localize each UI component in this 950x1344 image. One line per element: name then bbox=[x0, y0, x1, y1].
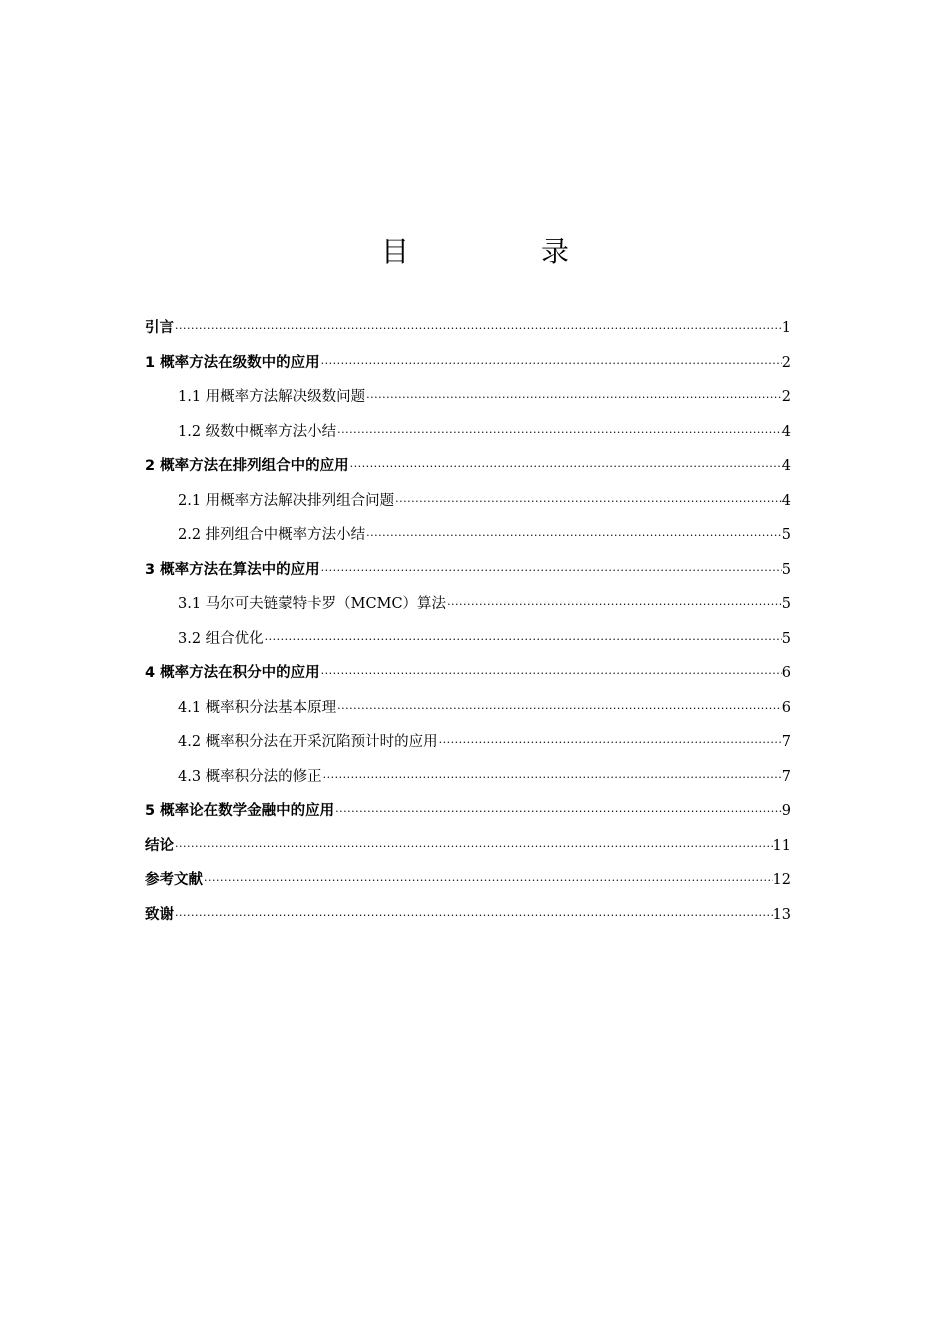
toc-entry bbox=[145, 765, 791, 800]
toc-entry bbox=[145, 834, 791, 869]
toc-entry bbox=[145, 316, 791, 351]
toc-entry bbox=[145, 627, 791, 662]
toc-dot-leader bbox=[320, 559, 782, 583]
toc-entry bbox=[145, 868, 791, 903]
toc-dot-leader bbox=[203, 869, 773, 893]
toc-page-number: 2 bbox=[781, 354, 791, 371]
toc-page-number: 5 bbox=[781, 596, 791, 612]
toc-entry bbox=[145, 799, 791, 834]
toc-page-number: 7 bbox=[781, 734, 791, 750]
toc-entry-label: 1.2 级数中概率方法小结 bbox=[178, 423, 337, 440]
toc-entry-label: 1 概率方法在级数中的应用 bbox=[145, 354, 320, 371]
toc-entry bbox=[145, 385, 791, 420]
toc-entry bbox=[145, 730, 791, 765]
toc-dot-leader bbox=[174, 317, 782, 341]
toc-entry-label: 4.3 概率积分法的修正 bbox=[178, 768, 322, 785]
toc-page-number: 1 bbox=[781, 320, 791, 336]
toc-entry-label: 2 概率方法在排列组合中的应用 bbox=[145, 458, 349, 474]
toc-dot-leader bbox=[394, 490, 782, 514]
toc-page-number: 4 bbox=[781, 458, 791, 474]
toc-page-number: 6 bbox=[781, 699, 791, 716]
toc-entry-label: 3.2 组合优化 bbox=[178, 630, 264, 647]
toc-page-number: 9 bbox=[781, 803, 791, 819]
toc-entry-label: 2.2 排列组合中概率方法小结 bbox=[178, 527, 366, 543]
toc-entry-label: 3.1 马尔可夫链蒙特卡罗（MCMC）算法 bbox=[178, 596, 447, 612]
toc-entry-label: 4.2 概率积分法在开采沉陷预计时的应用 bbox=[178, 734, 438, 750]
toc-page-number: 12 bbox=[772, 872, 791, 888]
toc-page-number: 6 bbox=[781, 665, 791, 681]
table-of-contents bbox=[145, 316, 791, 937]
toc-entry bbox=[145, 558, 791, 593]
toc-dot-leader bbox=[438, 731, 782, 755]
toc-dot-leader bbox=[446, 593, 782, 617]
toc-entry-label: 2.1 用概率方法解决排列组合问题 bbox=[178, 492, 395, 509]
toc-entry bbox=[145, 523, 791, 558]
toc-entry bbox=[145, 351, 791, 386]
toc-entry-label: 1.1 用概率方法解决级数问题 bbox=[178, 389, 366, 405]
toc-entry-label: 结论 bbox=[145, 837, 174, 854]
toc-entry-label: 5 概率论在数学金融中的应用 bbox=[145, 803, 335, 819]
toc-entry-label: 4 概率方法在积分中的应用 bbox=[145, 665, 320, 681]
toc-entry bbox=[145, 661, 791, 696]
toc-entry-label: 参考文献 bbox=[145, 872, 203, 888]
toc-dot-leader bbox=[320, 662, 782, 686]
toc-entry bbox=[145, 454, 791, 489]
toc-dot-leader bbox=[336, 421, 782, 445]
toc-entry-label: 4.1 概率积分法基本原理 bbox=[178, 699, 337, 716]
toc-dot-leader bbox=[365, 386, 782, 410]
toc-page-number: 11 bbox=[772, 837, 791, 854]
toc-dot-leader bbox=[336, 697, 782, 721]
toc-entry bbox=[145, 489, 791, 524]
page-title: 目 录 bbox=[380, 235, 621, 268]
toc-page-number: 5 bbox=[781, 561, 791, 578]
toc-entry bbox=[145, 592, 791, 627]
toc-entry-label: 3 概率方法在算法中的应用 bbox=[145, 561, 320, 578]
toc-entry bbox=[145, 696, 791, 731]
toc-entry-label: 致谢 bbox=[145, 906, 174, 923]
toc-page-number: 5 bbox=[781, 630, 791, 647]
toc-page-number: 13 bbox=[772, 906, 791, 923]
toc-dot-leader bbox=[322, 766, 782, 790]
toc-dot-leader bbox=[174, 904, 773, 928]
toc-dot-leader bbox=[365, 524, 782, 548]
toc-entry-label: 引言 bbox=[145, 320, 174, 336]
toc-dot-leader bbox=[264, 628, 782, 652]
toc-dot-leader bbox=[320, 352, 782, 376]
toc-entry bbox=[145, 420, 791, 455]
toc-entry bbox=[145, 903, 791, 938]
toc-page-number: 4 bbox=[781, 423, 791, 440]
toc-dot-leader bbox=[334, 800, 782, 824]
toc-dot-leader bbox=[349, 455, 782, 479]
toc-page-number: 7 bbox=[781, 768, 791, 785]
toc-dot-leader bbox=[174, 835, 773, 859]
toc-page-number: 5 bbox=[781, 527, 791, 543]
toc-page-number: 2 bbox=[781, 389, 791, 405]
toc-page-number: 4 bbox=[781, 492, 791, 509]
